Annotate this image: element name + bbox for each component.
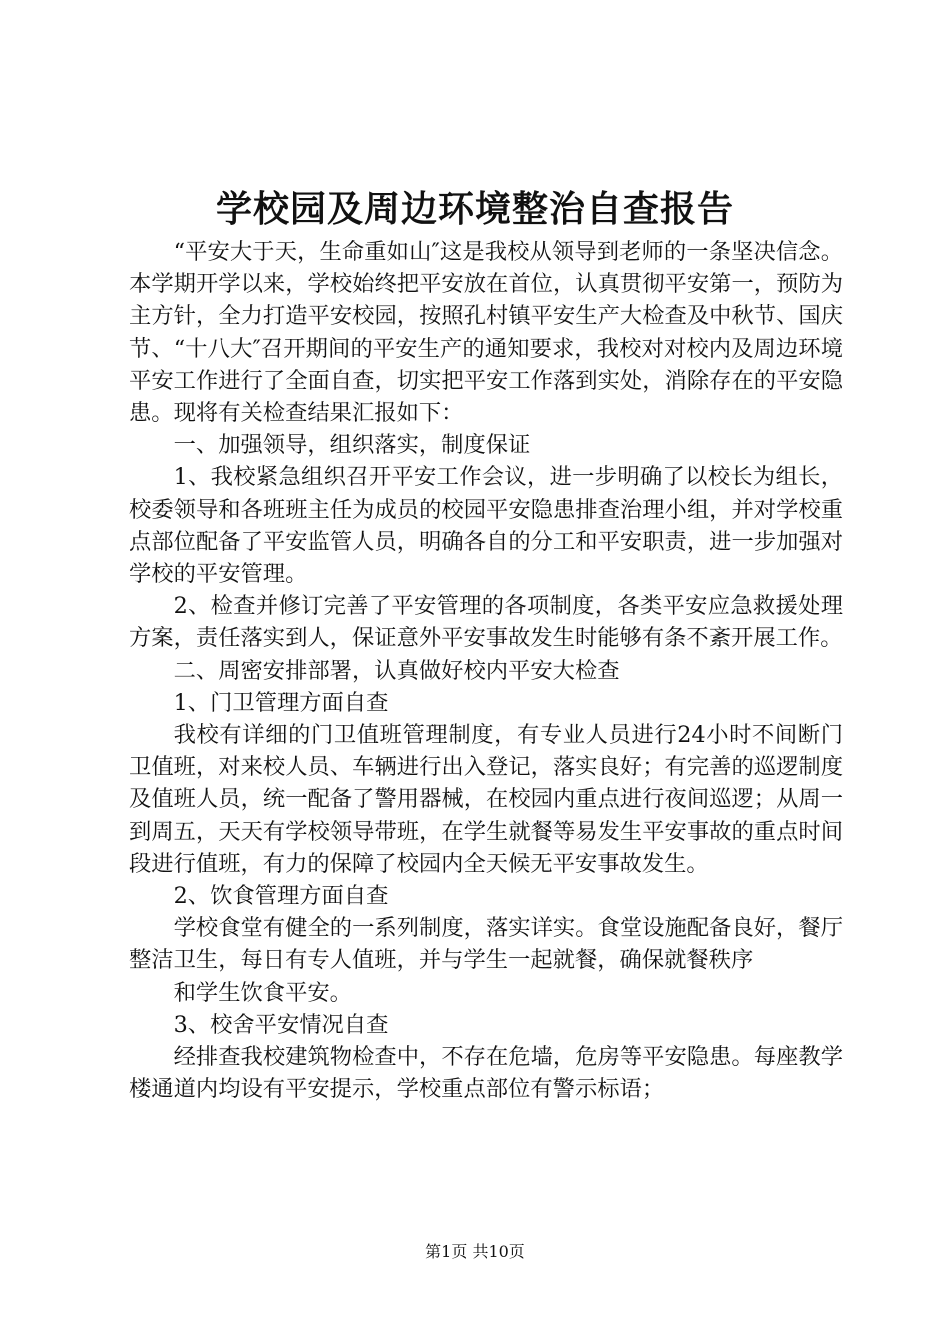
subheading-food-management: 2、饮食管理方面自查 [173,883,389,910]
paragraph-food-management: 学校食堂有健全的一系列制度，落实详实。食堂设施配备良好，餐厅整洁卫生，每日有专人值班，并与学生一起就餐，确保就餐秩序 [129,915,843,974]
subheading-gate-management: 1、门卫管理方面自查 [173,689,389,716]
subheading-building-safety: 3、校舍平安情况自查 [173,1011,389,1038]
heading-section-2: 二、周密安排部署，认真做好校内平安大检查 [173,657,620,684]
paragraph-intro: “平安大于天，生命重如山″这是我校从领导到老师的一条坚决信念。本学期开学以来，学校始终把平安放在首位，认真贯彻平安第一，预防为主方针，全力打造平安校园，按照孔村镇平安生产大检查及中秋节、国庆节、“十八大″召开期间的平安生产的通知要求，我校对对校内及周边环境平安工作进行了全面自查，切实把平安工作落到实处，消除存在的平安隐患。现将有关检查结果汇报如下： [129,239,843,427]
paragraph-section-1-item-2: 2、检查并修订完善了平安管理的各项制度，各类平安应急救援处理方案，责任落实到人，保证意外平安事故发生时能够有条不紊开展工作。 [129,593,843,652]
paragraph-gate-management: 我校有详细的门卫值班管理制度，有专业人员进行24小时不间断门卫值班，对来校人员、车辆进行出入登记，落实良好；有完善的巡逻制度及值班人员，统一配备了警用器械，在校园内重点进行夜间巡逻；从周一到周五，天天有学校领导带班，在学生就餐等易发生平安事故的重点时间段进行值班，有力的保障了校园内全天候无平安事故发生。 [129,722,843,877]
document-body [129,236,843,1105]
paragraph-section-1-item-1: 1、我校紧急组织召开平安工作会议，进一步明确了以校长为组长，校委领导和各班班主任为成员的校园平安隐患排查治理小组，并对学校重点部位配备了平安监管人员，明确各自的分工和平安职责，进一步加强对学校的平安管理。 [129,464,843,588]
paragraph-food-management-cont: 和学生饮食平安。 [173,979,352,1006]
document-title: 学校园及周边环境整治自查报告 [215,188,734,230]
paragraph-building-safety: 经排查我校建筑物检查中，不存在危墙，危房等平安隐患。每座教学楼通道内均设有平安提示，学校重点部位有警示标语； [129,1044,843,1103]
page-number-footer: 第1页 共10页 [425,1242,525,1261]
heading-section-1: 一、加强领导，组织落实，制度保证 [173,432,531,459]
